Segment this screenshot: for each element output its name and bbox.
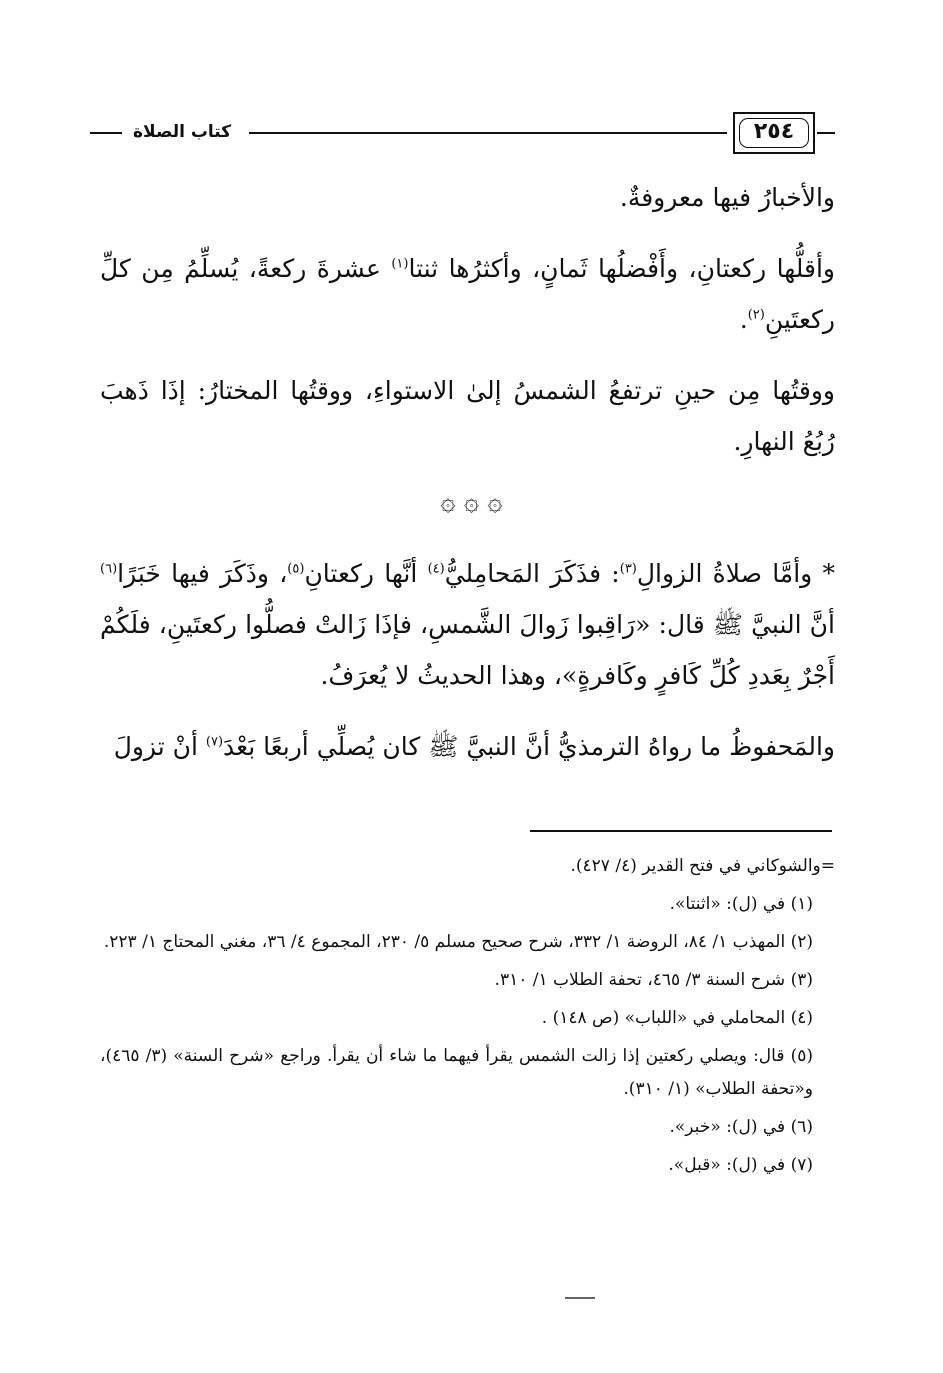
footnote-2: (٢) المهذب ١/ ٨٤، الروضة ١/ ٣٣٢، شرح صحيح مسلم ٥/ ٢٣٠، المجموع ٤/ ٣٦، مغني المحتاج ١/ ٢٢٣.	[103, 932, 813, 952]
scan-mark	[565, 1297, 595, 1299]
footnote-ref: (٦)	[100, 561, 118, 577]
footnote-continuation: =والشوكاني في فتح القدير (٤/ ٤٢٧).	[570, 856, 835, 876]
paragraph-4	[100, 548, 835, 701]
header-rule-left	[90, 132, 122, 134]
footnote-ref: (١)	[391, 256, 409, 272]
paragraph-text: والأخبارُ فيها معروفةٌ.	[619, 183, 835, 212]
footnote-ref: (٣)	[619, 561, 637, 577]
section-separator-icons: ۞ ۞ ۞	[440, 487, 503, 517]
paragraph-2	[100, 243, 835, 345]
paragraph-text: وأقلُّها ركعتانِ، وأَفْضلُها ثَمانٍ، وأكثرُها ثنتا	[408, 254, 835, 283]
footnote-7: (٧) في (ل): «قبل».	[668, 1155, 813, 1175]
paragraph-text: ، وذَكَرَ فيها خَبَرًا	[117, 559, 288, 588]
page-header	[90, 100, 835, 166]
footnote-ref: (٧)	[205, 734, 224, 750]
page-number-box	[733, 112, 815, 154]
main-text-continued	[100, 548, 835, 792]
paragraph-text: أنَّ النبيَّ ﷺ قال: «رَاقِبوا زَوالَ الشَّمسِ، فإذَا زَالتْ فصلُّوا ركعتَينِ، فلَكُمْ أَجْرٌ بِعَددِ كُلِّ كَافرٍ وكَافرةٍ»، وهذا الحديثُ لا يُعرَفُ.	[100, 610, 835, 690]
paragraph-3	[100, 365, 835, 467]
header-rule-middle	[249, 132, 727, 134]
footnote-rule	[530, 830, 832, 832]
footnote-5: (٥) قال: ويصلي ركعتين إذا زالت الشمس يقرأ فيهما ما شاء أن يقرأ. وراجع «شرح السنة» (٣/ ٤٦٥)، و«تحفة الطلاب» (١/ ٣١٠).	[100, 1046, 813, 1099]
paragraph-text: أنْ تزولَ	[113, 732, 206, 761]
footnote-ref: (٥)	[287, 561, 305, 577]
footnote-ref: (٢)	[747, 307, 765, 323]
page-number: ٢٥٤	[753, 119, 795, 144]
footnote-4: (٤) المحاملي في «اللباب» (ص ١٤٨) .	[541, 1008, 813, 1028]
paragraph-1	[100, 172, 835, 223]
paragraph-text: عشرةَ ركعةً، يُسلِّمُ مِن كلِّ ركعتَينِ	[100, 254, 835, 334]
header-rule-right	[817, 132, 835, 134]
paragraph-5	[100, 721, 835, 772]
paragraph-text: : فذَكَرَ المَحامِليُّ	[444, 559, 620, 588]
footnote-ref: (٤)	[427, 561, 445, 577]
paragraph-text: .	[739, 305, 748, 334]
footnote-3: (٣) شرح السنة ٣/ ٤٦٥، تحفة الطلاب ١/ ٣١٠.	[494, 970, 813, 990]
main-text	[100, 172, 835, 487]
footnote-6: (٦) في (ل): «خبر».	[669, 1117, 813, 1137]
footnote-1: (١) في (ل): «اثنتا».	[669, 894, 813, 914]
paragraph-text: * وأمَّا صلاةُ الزوالِ	[636, 559, 835, 588]
book-title: كتاب الصلاة	[133, 122, 232, 142]
paragraph-text: والمَحفوظُ ما رواهُ الترمذيُّ أنَّ النبيَّ ﷺ كان يُصلِّي أربعًا بَعْدَ	[223, 732, 835, 761]
paragraph-text: أنَّها ركعتانِ	[304, 559, 428, 588]
paragraph-text: ووقتُها مِن حينِ ترتفعُ الشمسُ إلىٰ الاستواءِ، ووقتُها المختارُ: إذَا ذَهبَ رُبُعُ النهارِ.	[100, 376, 835, 456]
footnotes	[100, 850, 835, 1187]
